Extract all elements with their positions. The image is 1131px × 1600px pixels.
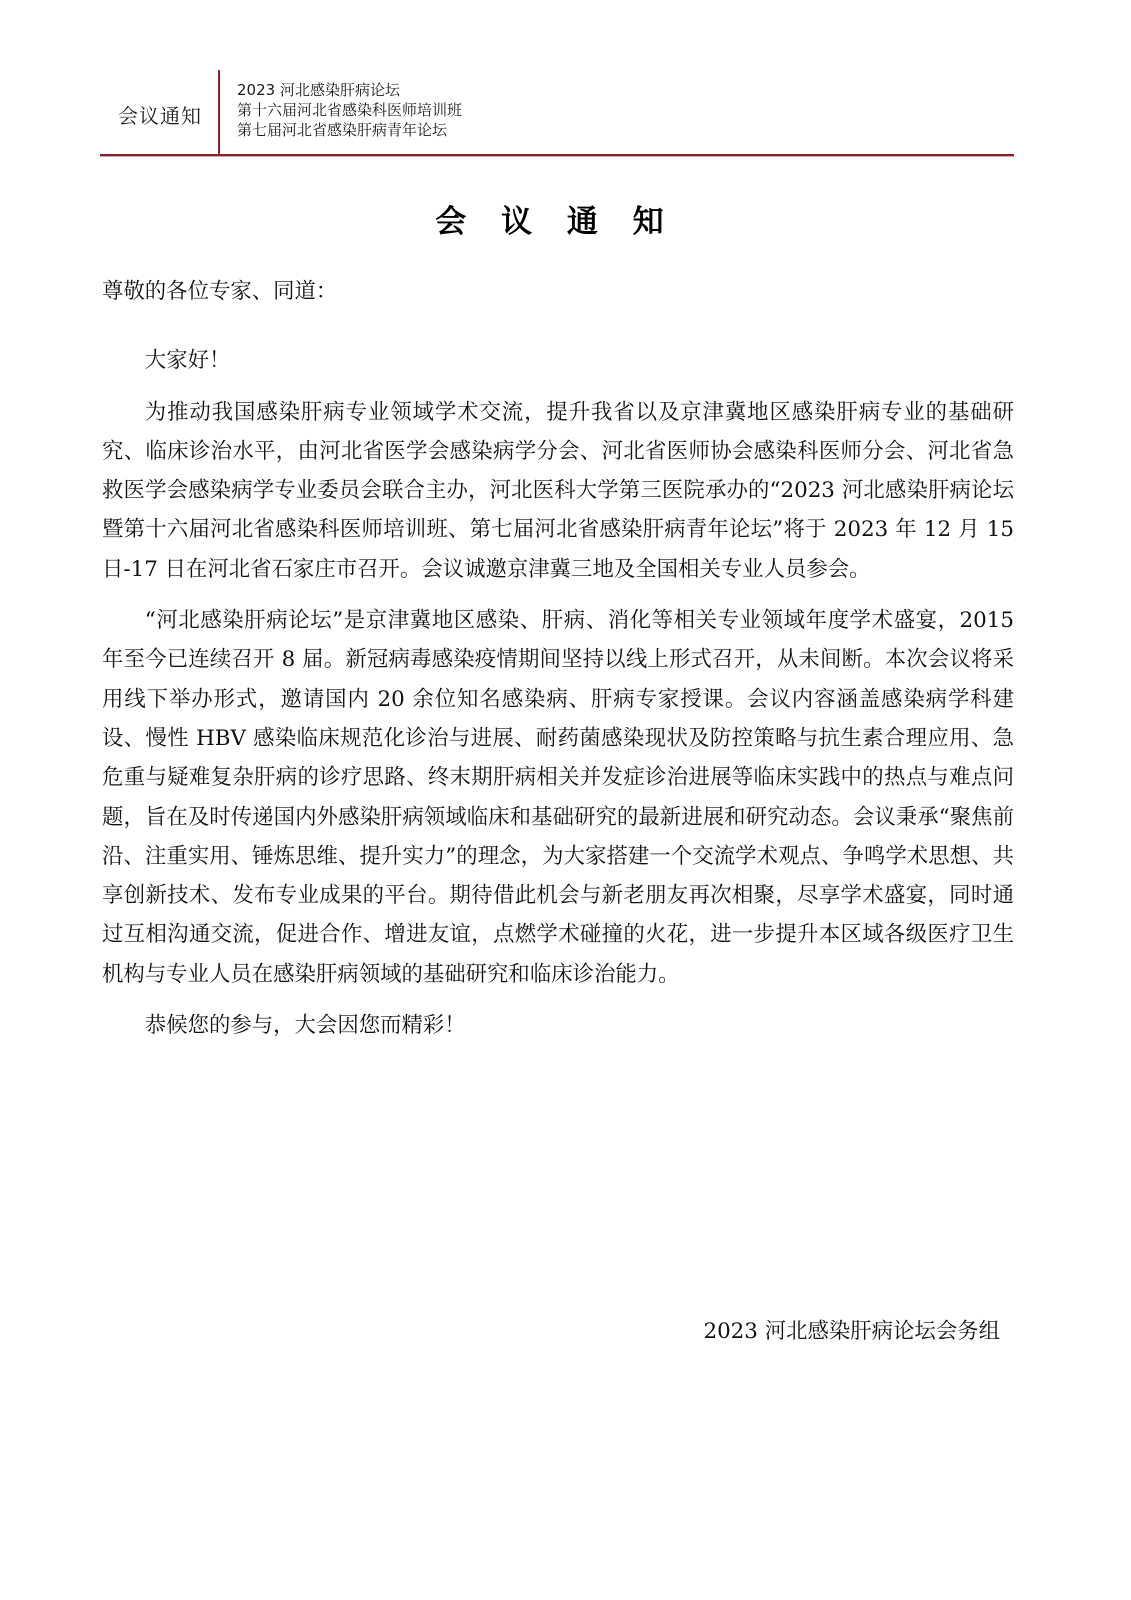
header-divider <box>218 70 220 154</box>
body-paragraph: 为推动我国感染肝病专业领域学术交流，提升我省以及京津冀地区感染肝病专业的基础研究、临床诊治水平，由河北省医学会感染病学分会、河北省医师协会感染科医师分会、河北省急救医学会感染病学专业委员会联合主办，河北医科大学第三医院承办的“2023 河北感染肝病论坛暨第十六届河北省感染科医师培训班、第七届河北省感染肝病青年论坛”将于 2023 年 12 月 15 日-17 日在河北省石家庄市召开。会议诚邀京津冀三地及全国相关专业人员参会。 <box>102 399 1014 582</box>
greeting: 大家好！ <box>144 348 231 374</box>
letter-body <box>102 272 1014 1045</box>
header-label: 会议通知 <box>118 104 202 128</box>
signature: 2023 河北感染肝病论坛会务组 <box>703 1319 1000 1344</box>
document-header <box>100 70 1014 154</box>
header-line: 第七届河北省感染肝病青年论坛 <box>237 121 448 139</box>
page-title: 会 议 通 知 <box>435 204 676 240</box>
header-rule-shadow <box>100 156 1014 157</box>
header-line: 第十六届河北省感染科医师培训班 <box>237 101 463 119</box>
salutation: 尊敬的各位专家、同道： <box>102 279 338 304</box>
header-line: 2023 河北感染肝病论坛 <box>237 81 400 99</box>
header-event-names <box>237 80 462 140</box>
body-paragraph: “河北感染肝病论坛”是京津冀地区感染、肝病、消化等相关专业领域年度学术盛宴，2015 年至今已连续召开 8 届。新冠病毒感染疫情期间坚持以线上形式召开，从未间断。本次会议将采用线下举办形式，邀请国内 20 余位知名感染病、肝病专家授课。会议内容涵盖感染病学科建设、慢性 HBV 感染临床规范化诊治与进展、耐药菌感染现状及防控策略与抗生素合理应用、急危重与疑难复杂肝病的诊疗思路、终末期肝病相关并发症诊治进展等临床实践中的热点与难点问题，旨在及时传递国内外感染肝病领域临床和基础研究的最新进展和研究动态。会议秉承“聚焦前沿、注重实用、锤炼思维、提升实力”的理念，为大家搭建一个交流学术观点、争鸣学术思想、共享创新技术、发布专业成果的平台。期待借此机会与新老朋友再次相聚，尽享学术盛宴，同时通过互相沟通交流，促进合作、增进友谊，点燃学术碰撞的火花，进一步提升本区域各级医疗卫生机构与专业人员在感染肝病领域的基础研究和临床诊治能力。 <box>102 608 1014 987</box>
closing-line: 恭候您的参与，大会因您而精彩！ <box>144 1013 466 1039</box>
